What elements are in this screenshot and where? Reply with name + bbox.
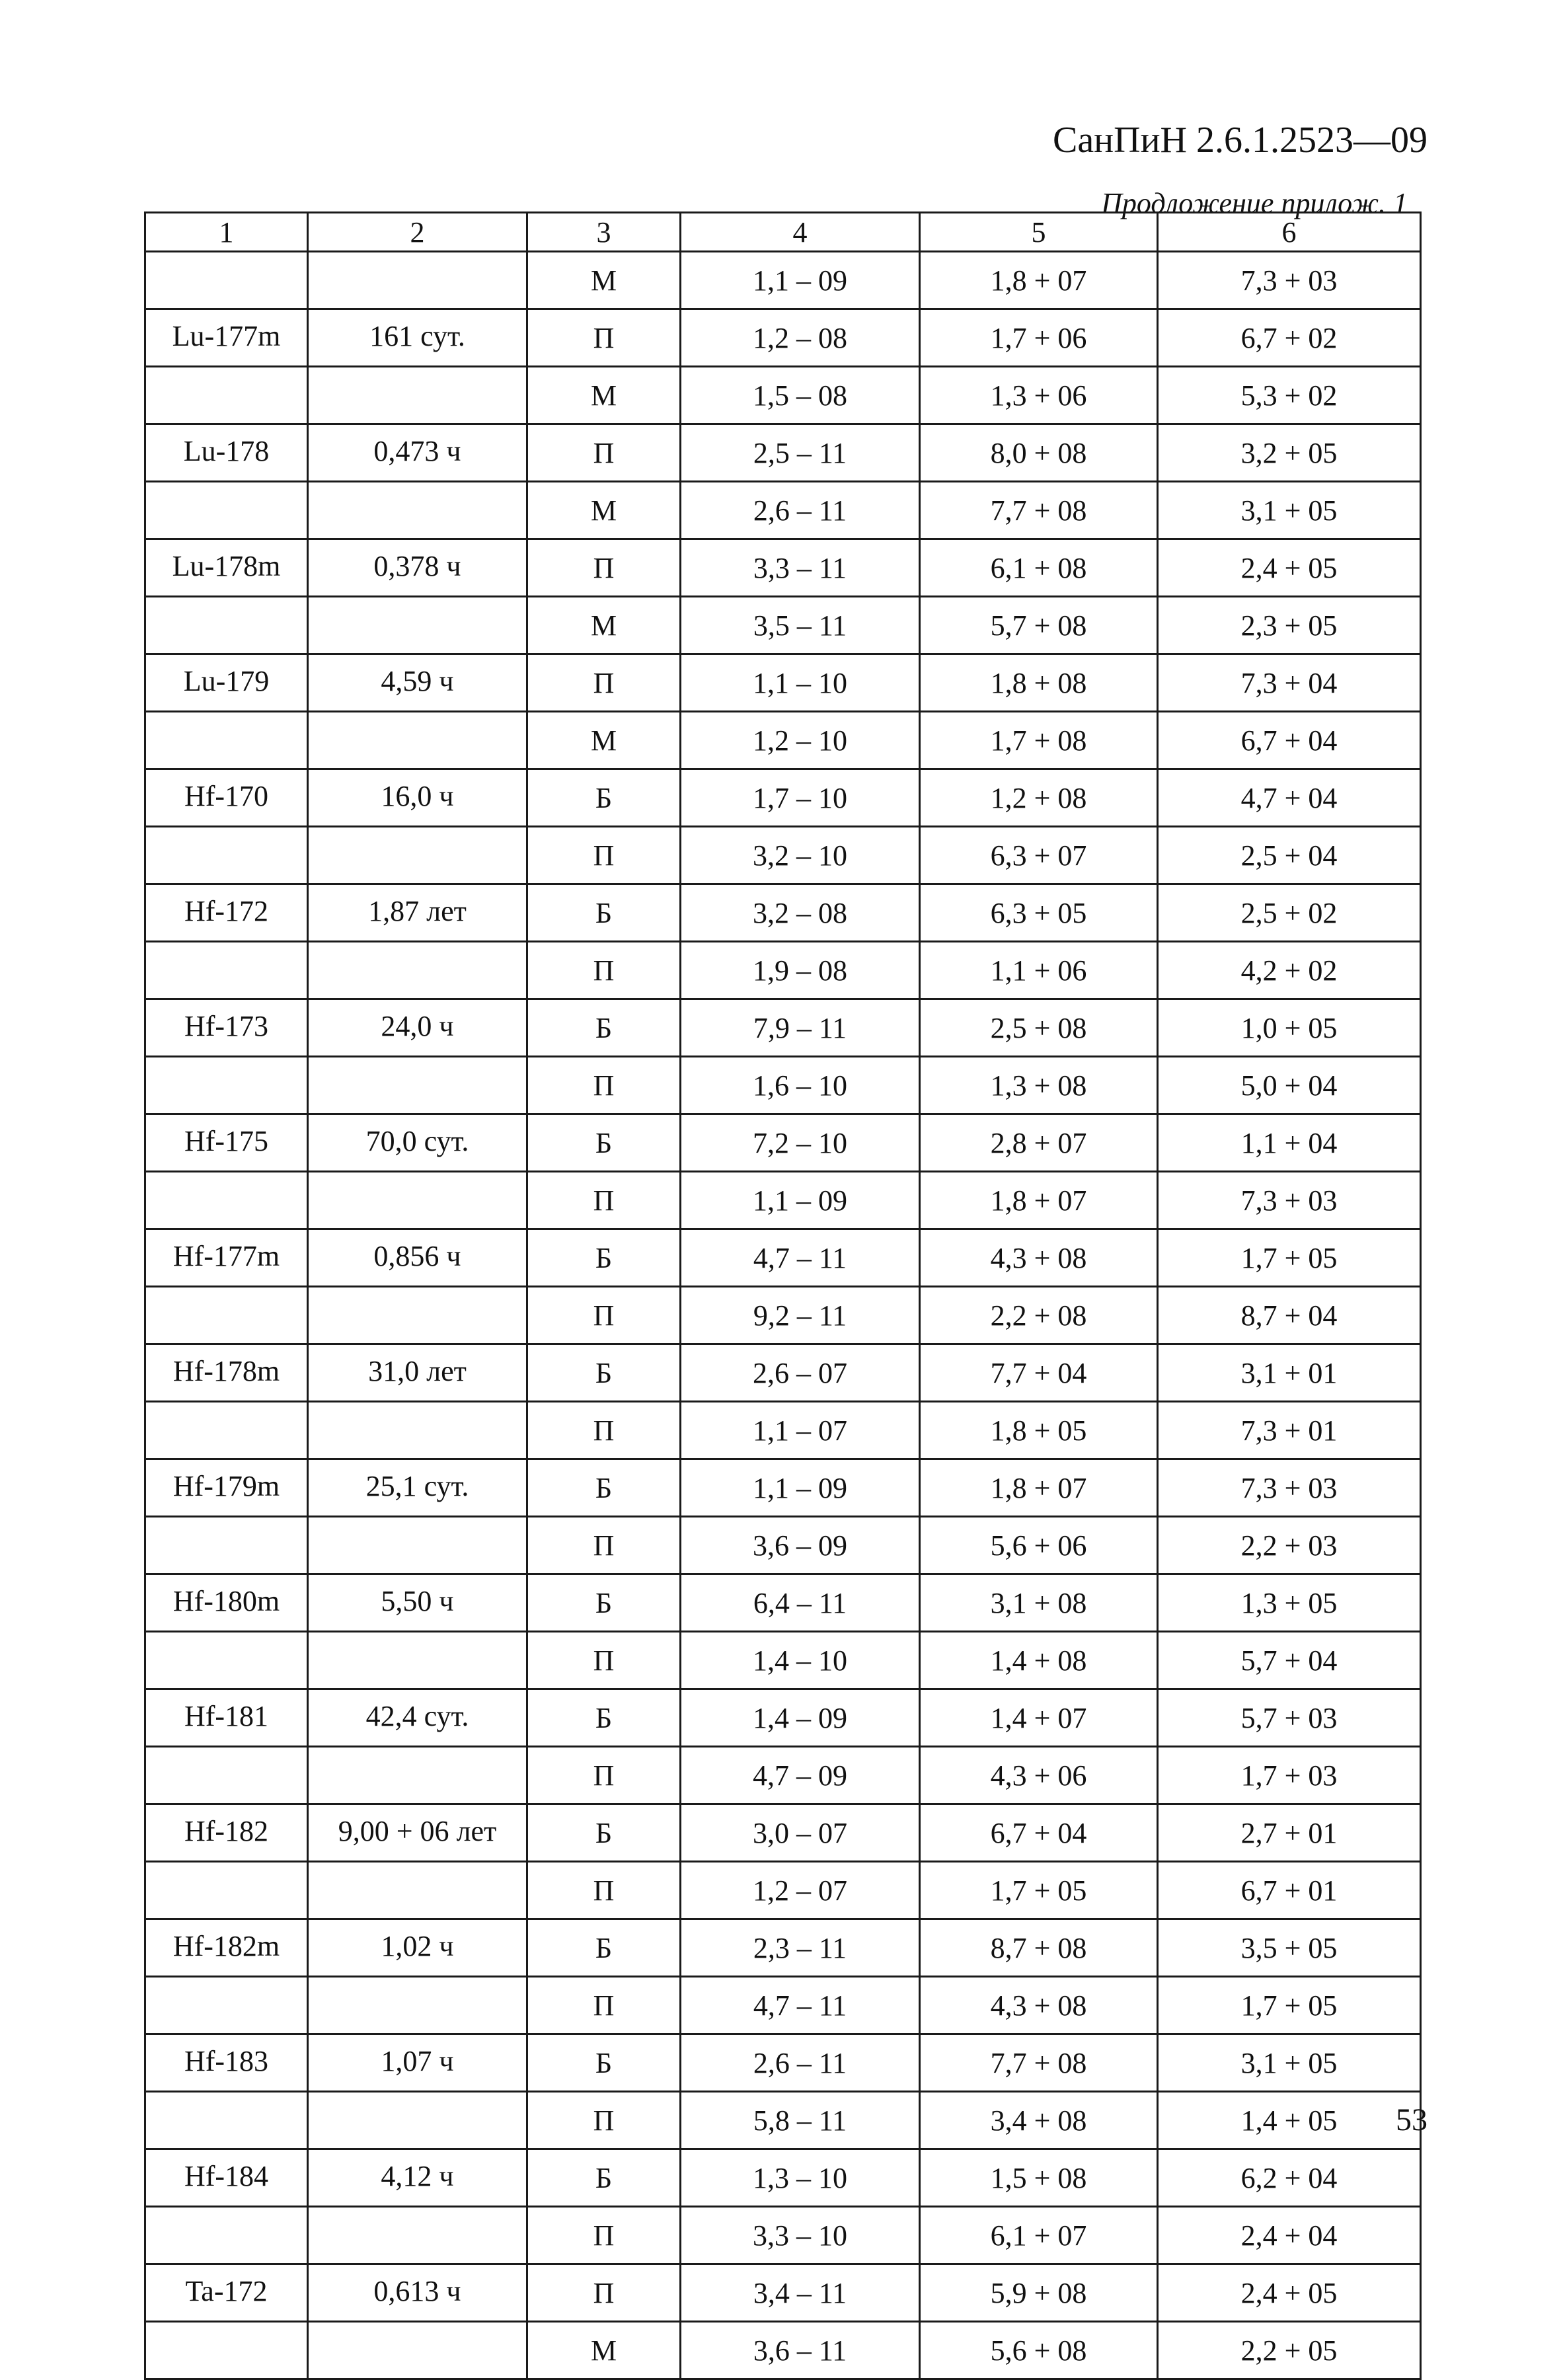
type-cell: П (527, 654, 681, 712)
value-col6-cell: 6,7 + 01 (1158, 1862, 1421, 1919)
half-life-cell: 4,59 ч (308, 654, 527, 712)
table-row (145, 367, 1421, 424)
value-col6-cell: 1,7 + 03 (1158, 1747, 1421, 1804)
value-col6-cell: 7,3 + 03 (1158, 1459, 1421, 1517)
page-number: 53 (1396, 2102, 1428, 2137)
value-col5-cell: 1,8 + 07 (920, 1172, 1158, 1229)
half-life-cell (308, 1287, 527, 1344)
nuclide-cell (145, 597, 308, 654)
type-cell: М (527, 2322, 681, 2379)
half-life-cell (308, 1172, 527, 1229)
type-cell: П (527, 1632, 681, 1689)
value-col5-cell: 7,7 + 08 (920, 482, 1158, 539)
type-cell: М (527, 252, 681, 309)
value-col5-cell: 4,3 + 08 (920, 1977, 1158, 2034)
type-cell: П (527, 1172, 681, 1229)
value-col6-cell: 7,3 + 03 (1158, 252, 1421, 309)
value-col4-cell: 1,1 – 09 (681, 1172, 920, 1229)
half-life-cell: 24,0 ч (308, 999, 527, 1057)
value-col5-cell: 5,9 + 08 (920, 2264, 1158, 2322)
half-life-cell: 31,0 лет (308, 1344, 527, 1402)
value-col6-cell: 1,4 + 05 (1158, 2092, 1421, 2149)
value-col5-cell: 1,8 + 07 (920, 1459, 1158, 1517)
value-col5-cell: 1,3 + 08 (920, 1057, 1158, 1114)
value-col4-cell: 4,7 – 09 (681, 1747, 920, 1804)
half-life-cell (308, 827, 527, 884)
value-col6-cell: 7,3 + 04 (1158, 654, 1421, 712)
table-row (145, 2207, 1421, 2264)
nuclide-cell (145, 942, 308, 999)
value-col4-cell: 4,7 – 11 (681, 1229, 920, 1287)
table-row (145, 2092, 1421, 2149)
type-cell: П (527, 1402, 681, 1459)
radionuclide-table (144, 211, 1422, 2380)
value-col5-cell: 7,7 + 04 (920, 1344, 1158, 1402)
half-life-cell: 0,856 ч (308, 1229, 527, 1287)
value-col5-cell: 1,8 + 05 (920, 1402, 1158, 1459)
nuclide-cell: Lu-179 (145, 654, 308, 712)
value-col5-cell: 1,4 + 08 (920, 1632, 1158, 1689)
half-life-cell: 5,50 ч (308, 1574, 527, 1632)
table-row (145, 1862, 1421, 1919)
half-life-cell (308, 1402, 527, 1459)
value-col5-cell: 2,2 + 08 (920, 1287, 1158, 1344)
value-col5-cell: 6,1 + 07 (920, 2207, 1158, 2264)
table-row (145, 1114, 1421, 1172)
table-row (145, 1402, 1421, 1459)
value-col6-cell: 1,7 + 05 (1158, 1229, 1421, 1287)
column-header: 5 (920, 213, 1158, 252)
value-col5-cell: 6,1 + 08 (920, 539, 1158, 597)
value-col4-cell: 1,3 – 10 (681, 2149, 920, 2207)
value-col4-cell: 1,1 – 09 (681, 1459, 920, 1517)
value-col6-cell: 2,4 + 05 (1158, 539, 1421, 597)
continuation-note: Продложение прилож. 1 (1101, 187, 1408, 219)
table-row (145, 1919, 1421, 1977)
value-col4-cell: 1,4 – 10 (681, 1632, 920, 1689)
table-row (145, 654, 1421, 712)
nuclide-cell: Lu-178 (145, 424, 308, 482)
value-col6-cell: 1,0 + 05 (1158, 999, 1421, 1057)
value-col6-cell: 3,1 + 05 (1158, 2034, 1421, 2092)
value-col5-cell: 1,5 + 08 (920, 2149, 1158, 2207)
type-cell: П (527, 1747, 681, 1804)
nuclide-cell (145, 1747, 308, 1804)
value-col6-cell: 2,3 + 05 (1158, 597, 1421, 654)
type-cell: П (527, 539, 681, 597)
value-col4-cell: 7,9 – 11 (681, 999, 920, 1057)
table-row (145, 2149, 1421, 2207)
nuclide-cell: Hf-183 (145, 2034, 308, 2092)
value-col6-cell: 2,4 + 04 (1158, 2207, 1421, 2264)
type-cell: Б (527, 2149, 681, 2207)
half-life-cell: 1,02 ч (308, 1919, 527, 1977)
type-cell: П (527, 942, 681, 999)
type-cell: П (527, 309, 681, 367)
type-cell: Б (527, 769, 681, 827)
half-life-cell (308, 597, 527, 654)
nuclide-cell: Ta-172 (145, 2264, 308, 2322)
type-cell: П (527, 1862, 681, 1919)
type-cell: М (527, 367, 681, 424)
value-col5-cell: 6,3 + 05 (920, 884, 1158, 942)
value-col6-cell: 2,5 + 02 (1158, 884, 1421, 942)
nuclide-cell (145, 1517, 308, 1574)
half-life-cell: 0,613 ч (308, 2264, 527, 2322)
value-col4-cell: 2,6 – 11 (681, 482, 920, 539)
table-row (145, 309, 1421, 367)
table-row (145, 884, 1421, 942)
table-row (145, 2264, 1421, 2322)
value-col4-cell: 3,3 – 10 (681, 2207, 920, 2264)
half-life-cell: 25,1 сут. (308, 1459, 527, 1517)
table-row (145, 1287, 1421, 1344)
value-col6-cell: 1,1 + 04 (1158, 1114, 1421, 1172)
value-col4-cell: 2,6 – 07 (681, 1344, 920, 1402)
nuclide-cell (145, 1172, 308, 1229)
type-cell: Б (527, 999, 681, 1057)
nuclide-cell: Lu-178m (145, 539, 308, 597)
type-cell: Б (527, 1344, 681, 1402)
type-cell: П (527, 1977, 681, 2034)
type-cell: М (527, 712, 681, 769)
value-col5-cell: 1,1 + 06 (920, 942, 1158, 999)
table-header-row (145, 213, 1421, 252)
value-col6-cell: 5,7 + 04 (1158, 1632, 1421, 1689)
column-header: 3 (527, 213, 681, 252)
nuclide-cell (145, 2207, 308, 2264)
value-col6-cell: 8,7 + 04 (1158, 1287, 1421, 1344)
value-col6-cell: 6,7 + 02 (1158, 309, 1421, 367)
value-col5-cell: 2,8 + 07 (920, 1114, 1158, 1172)
half-life-cell (308, 2322, 527, 2379)
table-row (145, 1804, 1421, 1862)
type-cell: М (527, 482, 681, 539)
half-life-cell (308, 1747, 527, 1804)
value-col4-cell: 1,4 – 09 (681, 1689, 920, 1747)
value-col4-cell: 3,2 – 08 (681, 884, 920, 942)
nuclide-cell: Hf-178m (145, 1344, 308, 1402)
type-cell: Б (527, 1919, 681, 1977)
table-row (145, 1229, 1421, 1287)
table-row (145, 597, 1421, 654)
type-cell: Б (527, 1689, 681, 1747)
table-row (145, 1689, 1421, 1747)
value-col6-cell: 2,4 + 05 (1158, 2264, 1421, 2322)
half-life-cell: 4,12 ч (308, 2149, 527, 2207)
type-cell: Б (527, 1114, 681, 1172)
nuclide-cell (145, 1977, 308, 2034)
type-cell: П (527, 827, 681, 884)
value-col5-cell: 1,7 + 05 (920, 1862, 1158, 1919)
half-life-cell: 1,07 ч (308, 2034, 527, 2092)
table-body (145, 252, 1421, 2379)
nuclide-cell: Hf-170 (145, 769, 308, 827)
value-col4-cell: 7,2 – 10 (681, 1114, 920, 1172)
half-life-cell: 9,00 + 06 лет (308, 1804, 527, 1862)
table-row (145, 1057, 1421, 1114)
value-col4-cell: 1,2 – 10 (681, 712, 920, 769)
column-header: 6 (1158, 213, 1421, 252)
value-col4-cell: 3,0 – 07 (681, 1804, 920, 1862)
value-col6-cell: 2,5 + 04 (1158, 827, 1421, 884)
value-col5-cell: 1,7 + 08 (920, 712, 1158, 769)
value-col4-cell: 1,7 – 10 (681, 769, 920, 827)
type-cell: Б (527, 1804, 681, 1862)
value-col6-cell: 6,2 + 04 (1158, 2149, 1421, 2207)
value-col4-cell: 1,6 – 10 (681, 1057, 920, 1114)
half-life-cell: 70,0 сут. (308, 1114, 527, 1172)
value-col5-cell: 8,7 + 08 (920, 1919, 1158, 1977)
half-life-cell (308, 367, 527, 424)
value-col4-cell: 1,1 – 09 (681, 252, 920, 309)
value-col5-cell: 5,7 + 08 (920, 597, 1158, 654)
half-life-cell (308, 2207, 527, 2264)
value-col6-cell: 1,7 + 05 (1158, 1977, 1421, 2034)
table-row (145, 1517, 1421, 1574)
table-row (145, 827, 1421, 884)
value-col6-cell: 5,7 + 03 (1158, 1689, 1421, 1747)
table-row (145, 942, 1421, 999)
nuclide-cell: Hf-182 (145, 1804, 308, 1862)
type-cell: П (527, 2264, 681, 2322)
nuclide-cell: Hf-181 (145, 1689, 308, 1747)
value-col5-cell: 1,3 + 06 (920, 367, 1158, 424)
nuclide-cell (145, 1287, 308, 1344)
half-life-cell: 1,87 лет (308, 884, 527, 942)
value-col5-cell: 1,8 + 07 (920, 252, 1158, 309)
value-col5-cell: 3,4 + 08 (920, 2092, 1158, 2149)
half-life-cell: 0,473 ч (308, 424, 527, 482)
value-col5-cell: 5,6 + 06 (920, 1517, 1158, 1574)
value-col4-cell: 9,2 – 11 (681, 1287, 920, 1344)
half-life-cell (308, 482, 527, 539)
nuclide-cell: Hf-182m (145, 1919, 308, 1977)
value-col5-cell: 1,4 + 07 (920, 1689, 1158, 1747)
table-row (145, 1747, 1421, 1804)
nuclide-cell: Hf-180m (145, 1574, 308, 1632)
type-cell: П (527, 1057, 681, 1114)
nuclide-cell (145, 827, 308, 884)
type-cell: Б (527, 1229, 681, 1287)
table-row (145, 2034, 1421, 2092)
value-col4-cell: 1,5 – 08 (681, 367, 920, 424)
value-col4-cell: 1,1 – 10 (681, 654, 920, 712)
table-header (145, 213, 1421, 252)
type-cell: П (527, 1287, 681, 1344)
value-col5-cell: 2,5 + 08 (920, 999, 1158, 1057)
value-col6-cell: 3,1 + 05 (1158, 482, 1421, 539)
half-life-cell (308, 1977, 527, 2034)
value-col4-cell: 3,5 – 11 (681, 597, 920, 654)
nuclide-cell: Hf-172 (145, 884, 308, 942)
half-life-cell (308, 1517, 527, 1574)
nuclide-cell: Hf-173 (145, 999, 308, 1057)
table-row (145, 482, 1421, 539)
half-life-cell: 42,4 сут. (308, 1689, 527, 1747)
nuclide-cell (145, 1862, 308, 1919)
nuclide-cell: Hf-177m (145, 1229, 308, 1287)
type-cell: П (527, 2207, 681, 2264)
value-col6-cell: 4,7 + 04 (1158, 769, 1421, 827)
nuclide-cell: Hf-179m (145, 1459, 308, 1517)
half-life-cell: 161 сут. (308, 309, 527, 367)
value-col4-cell: 4,7 – 11 (681, 1977, 920, 2034)
table-row (145, 2322, 1421, 2379)
table-row (145, 712, 1421, 769)
value-col4-cell: 1,1 – 07 (681, 1402, 920, 1459)
nuclide-cell (145, 1057, 308, 1114)
type-cell: П (527, 1517, 681, 1574)
value-col4-cell: 3,6 – 09 (681, 1517, 920, 1574)
half-life-cell (308, 1057, 527, 1114)
value-col5-cell: 6,3 + 07 (920, 827, 1158, 884)
value-col5-cell: 7,7 + 08 (920, 2034, 1158, 2092)
value-col6-cell: 5,0 + 04 (1158, 1057, 1421, 1114)
type-cell: М (527, 597, 681, 654)
nuclide-cell: Lu-177m (145, 309, 308, 367)
value-col6-cell: 5,3 + 02 (1158, 367, 1421, 424)
value-col6-cell: 7,3 + 03 (1158, 1172, 1421, 1229)
value-col4-cell: 1,2 – 07 (681, 1862, 920, 1919)
half-life-cell: 0,378 ч (308, 539, 527, 597)
value-col6-cell: 4,2 + 02 (1158, 942, 1421, 999)
value-col6-cell: 6,7 + 04 (1158, 712, 1421, 769)
value-col5-cell: 5,6 + 08 (920, 2322, 1158, 2379)
value-col4-cell: 1,9 – 08 (681, 942, 920, 999)
value-col5-cell: 1,8 + 08 (920, 654, 1158, 712)
nuclide-cell (145, 482, 308, 539)
nuclide-cell: Hf-184 (145, 2149, 308, 2207)
half-life-cell (308, 942, 527, 999)
table-row (145, 999, 1421, 1057)
type-cell: Б (527, 1574, 681, 1632)
table-row (145, 424, 1421, 482)
type-cell: Б (527, 884, 681, 942)
value-col4-cell: 6,4 – 11 (681, 1574, 920, 1632)
half-life-cell (308, 2092, 527, 2149)
nuclide-cell (145, 2092, 308, 2149)
value-col5-cell: 1,2 + 08 (920, 769, 1158, 827)
value-col6-cell: 2,2 + 03 (1158, 1517, 1421, 1574)
table-row (145, 769, 1421, 827)
value-col5-cell: 8,0 + 08 (920, 424, 1158, 482)
value-col5-cell: 4,3 + 06 (920, 1747, 1158, 1804)
type-cell: П (527, 424, 681, 482)
value-col4-cell: 3,2 – 10 (681, 827, 920, 884)
value-col5-cell: 3,1 + 08 (920, 1574, 1158, 1632)
table-row (145, 1632, 1421, 1689)
value-col4-cell: 3,4 – 11 (681, 2264, 920, 2322)
column-header: 1 (145, 213, 308, 252)
value-col4-cell: 2,3 – 11 (681, 1919, 920, 1977)
type-cell: П (527, 2092, 681, 2149)
value-col4-cell: 5,8 – 11 (681, 2092, 920, 2149)
nuclide-cell (145, 252, 308, 309)
value-col6-cell: 7,3 + 01 (1158, 1402, 1421, 1459)
half-life-cell (308, 1862, 527, 1919)
column-header: 2 (308, 213, 527, 252)
value-col4-cell: 2,6 – 11 (681, 2034, 920, 2092)
value-col6-cell: 3,5 + 05 (1158, 1919, 1421, 1977)
table-row (145, 1977, 1421, 2034)
table-row (145, 1574, 1421, 1632)
value-col6-cell: 3,2 + 05 (1158, 424, 1421, 482)
value-col6-cell: 1,3 + 05 (1158, 1574, 1421, 1632)
value-col6-cell: 3,1 + 01 (1158, 1344, 1421, 1402)
value-col4-cell: 3,6 – 11 (681, 2322, 920, 2379)
half-life-cell: 16,0 ч (308, 769, 527, 827)
table-row (145, 1459, 1421, 1517)
nuclide-cell (145, 367, 308, 424)
type-cell: Б (527, 1459, 681, 1517)
value-col5-cell: 4,3 + 08 (920, 1229, 1158, 1287)
nuclide-cell (145, 2322, 308, 2379)
half-life-cell (308, 712, 527, 769)
value-col4-cell: 3,3 – 11 (681, 539, 920, 597)
nuclide-cell (145, 1402, 308, 1459)
column-header: 4 (681, 213, 920, 252)
type-cell: Б (527, 2034, 681, 2092)
value-col4-cell: 1,2 – 08 (681, 309, 920, 367)
nuclide-cell: Hf-175 (145, 1114, 308, 1172)
table-row (145, 1172, 1421, 1229)
table-row (145, 539, 1421, 597)
half-life-cell (308, 1632, 527, 1689)
value-col5-cell: 6,7 + 04 (920, 1804, 1158, 1862)
table-row (145, 252, 1421, 309)
value-col6-cell: 2,2 + 05 (1158, 2322, 1421, 2379)
nuclide-cell (145, 1632, 308, 1689)
document-code: СанПиН 2.6.1.2523—09 (1052, 120, 1428, 161)
value-col4-cell: 2,5 – 11 (681, 424, 920, 482)
half-life-cell (308, 252, 527, 309)
nuclide-cell (145, 712, 308, 769)
value-col6-cell: 2,7 + 01 (1158, 1804, 1421, 1862)
value-col5-cell: 1,7 + 06 (920, 309, 1158, 367)
table-row (145, 1344, 1421, 1402)
